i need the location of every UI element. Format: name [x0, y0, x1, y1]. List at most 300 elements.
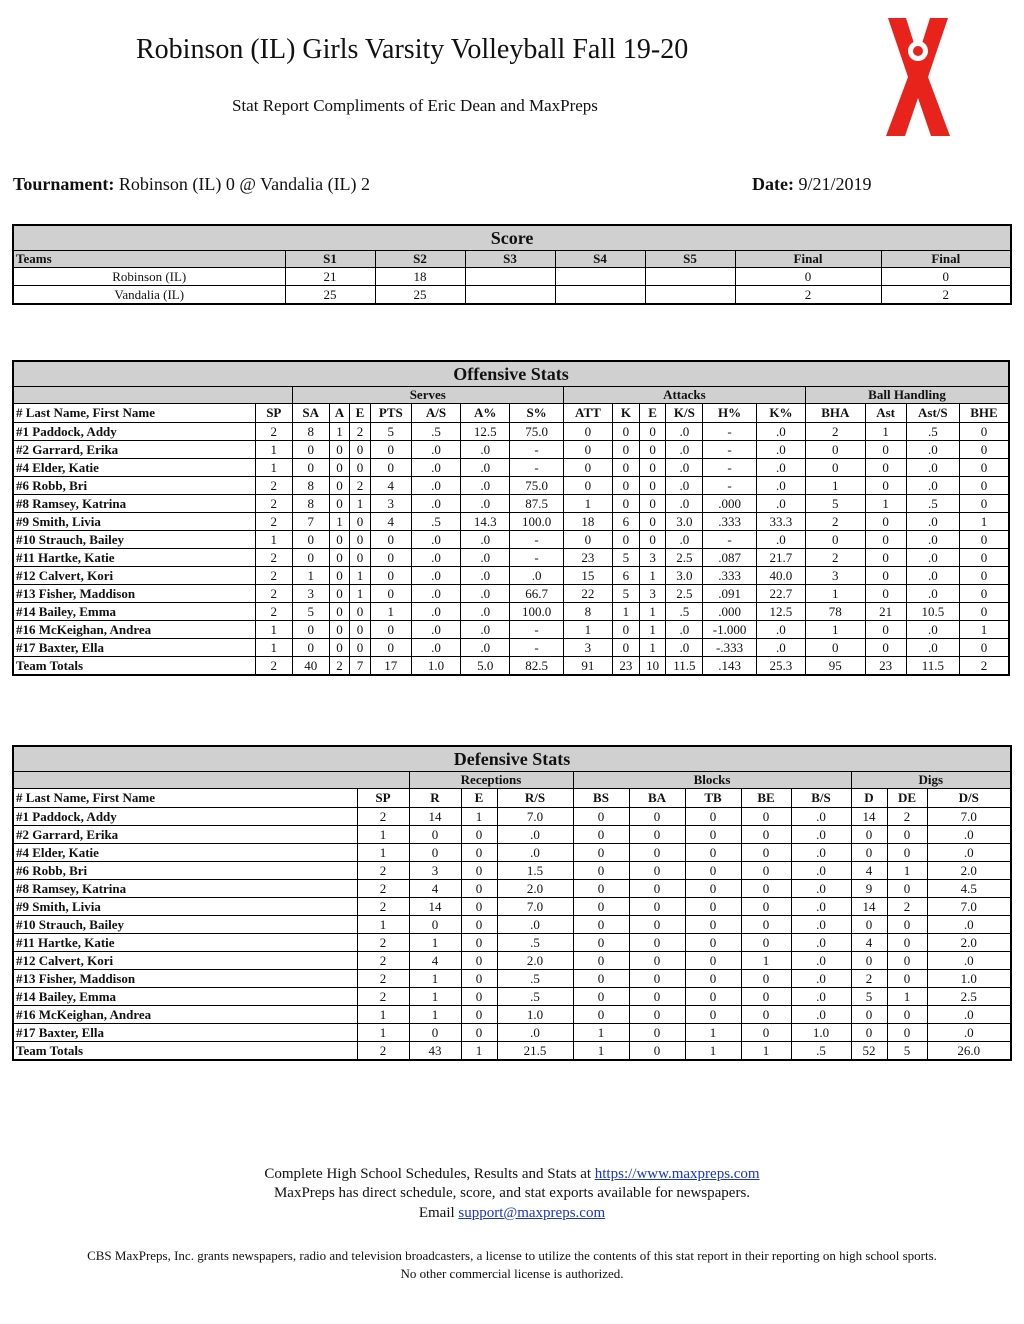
player-row — [13, 513, 1009, 531]
stat-cell: 75.0 — [510, 477, 563, 495]
stat-cell: 0 — [409, 916, 461, 934]
stat-cell: 0 — [573, 826, 629, 844]
stat-cell: 2 — [255, 549, 292, 567]
maxpreps-link[interactable]: https://www.maxpreps.com — [594, 1166, 760, 1182]
stat-cell: 5 — [851, 988, 887, 1006]
stat-cell: .000 — [703, 495, 756, 513]
stat-cell: 0 — [329, 531, 350, 549]
stat-cell: -1.000 — [703, 621, 756, 639]
stat-cell: 0 — [563, 531, 612, 549]
stat-cell: 0 — [461, 970, 497, 988]
tournament-label: Tournament: — [13, 174, 115, 194]
stat-cell: .0 — [497, 826, 573, 844]
player-name: #11 Hartke, Katie — [13, 549, 255, 567]
stat-cell: 0 — [887, 826, 927, 844]
stat-cell: 0 — [563, 459, 612, 477]
player-row — [13, 988, 1011, 1006]
stat-cell: 0 — [865, 477, 906, 495]
stat-cell: 0 — [741, 826, 791, 844]
stat-cell: 4 — [409, 880, 461, 898]
score-title: Score — [13, 225, 1011, 251]
stat-cell: 0 — [685, 844, 741, 862]
stat-cell: 0 — [806, 459, 866, 477]
stat-cell: .0 — [791, 898, 851, 916]
stat-cell: 0 — [573, 970, 629, 988]
total-cell: 21.5 — [497, 1042, 573, 1061]
stat-cell: 1 — [887, 988, 927, 1006]
total-cell: 17 — [370, 657, 411, 676]
stat-cell: 2 — [255, 567, 292, 585]
player-name: #12 Calvert, Kori — [13, 567, 255, 585]
stat-cell: 0 — [865, 585, 906, 603]
stat-cell: .0 — [461, 603, 510, 621]
offense-title: Offensive Stats — [13, 361, 1009, 387]
stat-cell: 0 — [851, 844, 887, 862]
stat-cell: 0 — [960, 603, 1009, 621]
stat-cell: .5 — [666, 603, 703, 621]
support-email-link[interactable]: support@maxpreps.com — [458, 1205, 606, 1221]
stat-cell: 4 — [370, 477, 411, 495]
stat-cell: 0 — [461, 898, 497, 916]
footer-email-line — [0, 1205, 1024, 1222]
stat-cell: 2 — [255, 423, 292, 441]
score-cell — [645, 286, 735, 305]
stat-cell: 0 — [685, 952, 741, 970]
stat-cell: 2 — [851, 970, 887, 988]
stat-cell: .0 — [927, 1006, 1011, 1024]
stat-cell: 0 — [960, 567, 1009, 585]
player-row — [13, 423, 1009, 441]
digs-group: Digs — [851, 772, 1011, 789]
player-row — [13, 934, 1011, 952]
stat-cell: 0 — [887, 844, 927, 862]
stat-cell: - — [510, 531, 563, 549]
stat-cell: .0 — [756, 423, 805, 441]
stat-cell: 0 — [851, 1024, 887, 1042]
offense-header-att: ATT — [563, 404, 612, 423]
stat-cell: 4 — [370, 513, 411, 531]
stat-cell: 0 — [887, 934, 927, 952]
total-cell: 82.5 — [510, 657, 563, 676]
stat-cell: 0 — [370, 531, 411, 549]
stat-cell: - — [510, 549, 563, 567]
player-name: #17 Baxter, Ella — [13, 639, 255, 657]
stat-cell: 2.0 — [497, 880, 573, 898]
stat-cell: 2.0 — [497, 952, 573, 970]
stat-cell: .0 — [461, 459, 510, 477]
stat-cell: .0 — [666, 423, 703, 441]
stat-cell: 0 — [887, 916, 927, 934]
player-name: #12 Calvert, Kori — [13, 952, 357, 970]
stat-cell: 1 — [806, 621, 866, 639]
stat-cell: 2.0 — [927, 862, 1011, 880]
defense-title: Defensive Stats — [13, 746, 1011, 772]
stat-cell: 0 — [329, 477, 350, 495]
stat-cell: 2 — [887, 898, 927, 916]
stat-cell: 1 — [350, 567, 371, 585]
score-cell — [645, 268, 735, 286]
stat-cell: 1 — [329, 423, 350, 441]
stat-cell: 1 — [639, 639, 666, 657]
stat-cell: 0 — [409, 826, 461, 844]
stat-cell: 0 — [629, 970, 685, 988]
date-line — [752, 174, 872, 195]
stat-cell: 1 — [357, 1024, 409, 1042]
stat-cell: .333 — [703, 513, 756, 531]
player-row — [13, 585, 1009, 603]
total-cell: 2 — [357, 1042, 409, 1061]
totals-label: Team Totals — [13, 1042, 357, 1061]
stat-cell: 0 — [629, 898, 685, 916]
stat-cell: 1 — [639, 567, 666, 585]
stat-cell: 0 — [685, 970, 741, 988]
stat-cell: 0 — [960, 585, 1009, 603]
stat-cell: 23 — [563, 549, 612, 567]
stat-cell: 0 — [292, 531, 329, 549]
player-name: #13 Fisher, Maddison — [13, 970, 357, 988]
stat-cell: .0 — [666, 441, 703, 459]
player-name: #17 Baxter, Ella — [13, 1024, 357, 1042]
stat-cell: 0 — [960, 477, 1009, 495]
stat-cell: -.333 — [703, 639, 756, 657]
stat-cell: 0 — [329, 603, 350, 621]
stat-cell: 2 — [357, 934, 409, 952]
offense-header-bhe: BHE — [960, 404, 1009, 423]
stat-cell: 0 — [370, 459, 411, 477]
stat-cell: 40.0 — [756, 567, 805, 585]
stat-cell: .0 — [411, 621, 460, 639]
stat-cell: .0 — [461, 639, 510, 657]
stat-cell: 0 — [329, 549, 350, 567]
stat-cell: 0 — [685, 862, 741, 880]
stat-cell: 2 — [806, 513, 866, 531]
stat-cell: .0 — [927, 952, 1011, 970]
player-name: #10 Strauch, Bailey — [13, 916, 357, 934]
player-row — [13, 567, 1009, 585]
stat-cell: 21 — [865, 603, 906, 621]
player-row — [13, 603, 1009, 621]
offense-header-e: E — [350, 404, 371, 423]
stat-cell: 5 — [613, 585, 640, 603]
stat-cell: 2 — [357, 952, 409, 970]
stat-cell: 0 — [685, 898, 741, 916]
defense-header-be: BE — [741, 789, 791, 808]
stat-cell: 0 — [629, 1006, 685, 1024]
stat-cell: 0 — [741, 808, 791, 826]
stat-cell: .0 — [497, 916, 573, 934]
player-name: #2 Garrard, Erika — [13, 441, 255, 459]
total-cell: 25.3 — [756, 657, 805, 676]
stat-cell: 33.3 — [756, 513, 805, 531]
total-cell: 11.5 — [666, 657, 703, 676]
stat-cell: 2.0 — [927, 934, 1011, 952]
stat-cell: 1 — [613, 603, 640, 621]
stat-cell: 1 — [350, 495, 371, 513]
stat-cell: 0 — [613, 441, 640, 459]
stat-cell: .0 — [927, 916, 1011, 934]
stat-cell: 4 — [851, 934, 887, 952]
stat-cell: .0 — [906, 441, 959, 459]
player-row — [13, 916, 1011, 934]
stat-cell: .0 — [411, 531, 460, 549]
stat-cell: 0 — [613, 477, 640, 495]
stat-cell: 0 — [960, 549, 1009, 567]
stat-cell: 1.0 — [927, 970, 1011, 988]
score-header-s5: S5 — [645, 251, 735, 268]
footer-exports-line: MaxPreps has direct schedule, score, and stat exports available for newspapers. — [273, 1185, 751, 1201]
stat-cell: 0 — [350, 459, 371, 477]
stat-cell: 8 — [292, 423, 329, 441]
stat-cell: 12.5 — [461, 423, 510, 441]
stat-cell: 0 — [613, 423, 640, 441]
stat-cell: 0 — [292, 459, 329, 477]
player-row — [13, 970, 1011, 988]
stat-cell: 1 — [639, 621, 666, 639]
stat-cell: 0 — [887, 970, 927, 988]
stat-cell: 0 — [461, 862, 497, 880]
stat-cell: 10.5 — [906, 603, 959, 621]
stat-cell: .0 — [411, 495, 460, 513]
stat-cell: - — [703, 441, 756, 459]
stat-cell: 0 — [887, 880, 927, 898]
stat-cell: .0 — [791, 880, 851, 898]
stat-cell: .0 — [791, 808, 851, 826]
stat-cell: 1.0 — [791, 1024, 851, 1042]
stat-cell: 0 — [960, 459, 1009, 477]
team-name: Vandalia (IL) — [13, 286, 285, 305]
stat-cell: 0 — [806, 441, 866, 459]
stat-cell: 0 — [639, 477, 666, 495]
offense-header-k: K — [613, 404, 640, 423]
stat-cell: .0 — [791, 988, 851, 1006]
stat-cell: 0 — [461, 934, 497, 952]
attacks-group: Attacks — [563, 387, 805, 404]
stat-cell: - — [510, 459, 563, 477]
stat-cell: 0 — [461, 844, 497, 862]
player-row — [13, 477, 1009, 495]
offense-header-s: S% — [510, 404, 563, 423]
stat-cell: .0 — [510, 567, 563, 585]
stat-cell: 0 — [865, 513, 906, 531]
stat-cell: .5 — [411, 423, 460, 441]
stat-cell: 0 — [329, 585, 350, 603]
blocks-group: Blocks — [573, 772, 851, 789]
score-cell: 25 — [285, 286, 375, 305]
stat-cell: .0 — [756, 639, 805, 657]
stat-cell: 14 — [409, 898, 461, 916]
stat-cell: 1.5 — [497, 862, 573, 880]
stat-cell: 0 — [639, 441, 666, 459]
stat-cell: .0 — [906, 531, 959, 549]
stat-cell: .0 — [411, 441, 460, 459]
stat-cell: .0 — [461, 477, 510, 495]
stat-cell: .333 — [703, 567, 756, 585]
stat-cell: 1 — [255, 441, 292, 459]
score-cell — [465, 268, 555, 286]
player-name: #4 Elder, Katie — [13, 459, 255, 477]
stat-cell: 7.0 — [927, 898, 1011, 916]
stat-cell: 0 — [629, 916, 685, 934]
player-name: #16 McKeighan, Andrea — [13, 1006, 357, 1024]
player-row — [13, 952, 1011, 970]
score-header-s4: S4 — [555, 251, 645, 268]
stat-cell: .0 — [461, 567, 510, 585]
stat-cell: 0 — [563, 477, 612, 495]
offense-header-ast-s: Ast/S — [906, 404, 959, 423]
score-cell — [555, 268, 645, 286]
stat-cell: 6 — [613, 513, 640, 531]
stat-cell: 2 — [255, 603, 292, 621]
stat-cell: 1 — [563, 621, 612, 639]
total-cell: .143 — [703, 657, 756, 676]
stat-cell: .0 — [791, 862, 851, 880]
stat-cell: 0 — [887, 1024, 927, 1042]
stat-cell: 2 — [255, 513, 292, 531]
total-cell: 95 — [806, 657, 866, 676]
stat-cell: - — [510, 441, 563, 459]
total-cell: 1.0 — [411, 657, 460, 676]
date-label: Date: — [752, 174, 794, 194]
stat-cell: 2 — [357, 970, 409, 988]
stat-cell: 0 — [370, 639, 411, 657]
player-row — [13, 459, 1009, 477]
stat-cell: 4.5 — [927, 880, 1011, 898]
stat-cell: .0 — [411, 549, 460, 567]
stat-cell: 0 — [573, 862, 629, 880]
stat-cell: .5 — [497, 970, 573, 988]
stat-cell: 1 — [685, 1024, 741, 1042]
stat-cell: 1 — [865, 495, 906, 513]
stat-cell: 0 — [887, 952, 927, 970]
stat-cell: .0 — [791, 844, 851, 862]
stat-cell: .0 — [906, 621, 959, 639]
license-notice: CBS MaxPreps, Inc. grants newspapers, radio and television broadcasters, a license to utilize the contents of this stat report in their reporting on high school sports. — [87, 1248, 937, 1263]
stat-cell: 1 — [255, 531, 292, 549]
total-cell: 23 — [613, 657, 640, 676]
defense-header-tb: TB — [685, 789, 741, 808]
player-name: #10 Strauch, Bailey — [13, 531, 255, 549]
serves-group: Serves — [292, 387, 563, 404]
stat-cell: 0 — [639, 513, 666, 531]
stat-cell: 0 — [639, 495, 666, 513]
stat-cell: .0 — [756, 621, 805, 639]
stat-cell: 7.0 — [497, 898, 573, 916]
score-header-teams: Teams — [13, 251, 285, 268]
total-cell: 23 — [865, 657, 906, 676]
total-cell: 26.0 — [927, 1042, 1011, 1061]
stat-cell: 66.7 — [510, 585, 563, 603]
stat-cell: 0 — [573, 934, 629, 952]
stat-cell: 2 — [350, 477, 371, 495]
stat-cell: 6 — [613, 567, 640, 585]
stat-cell: 3 — [639, 585, 666, 603]
school-logo-icon — [884, 18, 952, 136]
tournament-value: Robinson (IL) 0 @ Vandalia (IL) 2 — [114, 174, 371, 194]
stat-cell: .091 — [703, 585, 756, 603]
stat-cell: 0 — [865, 567, 906, 585]
stat-cell: 4 — [851, 862, 887, 880]
stat-cell: 0 — [806, 639, 866, 657]
score-cell: 21 — [285, 268, 375, 286]
player-row — [13, 1024, 1011, 1042]
stat-cell: 2 — [806, 549, 866, 567]
stat-cell: 0 — [887, 1006, 927, 1024]
stat-cell: .5 — [906, 495, 959, 513]
stat-cell: 1 — [960, 621, 1009, 639]
stat-cell: .0 — [906, 585, 959, 603]
stat-cell: 3 — [806, 567, 866, 585]
stat-cell: 0 — [573, 952, 629, 970]
player-name: #8 Ramsey, Katrina — [13, 495, 255, 513]
stat-cell: .0 — [666, 459, 703, 477]
stat-cell: 0 — [563, 441, 612, 459]
stat-cell: .0 — [927, 1024, 1011, 1042]
stat-cell: 2.5 — [927, 988, 1011, 1006]
stat-cell: 5 — [806, 495, 866, 513]
defense-header-e: E — [461, 789, 497, 808]
stat-cell: .0 — [411, 477, 460, 495]
report-title: Robinson (IL) Girls Varsity Volleyball Fall 19-20 — [136, 34, 689, 65]
stat-cell: .0 — [411, 585, 460, 603]
total-cell: 40 — [292, 657, 329, 676]
stat-cell: .0 — [906, 459, 959, 477]
stat-cell: 0 — [960, 423, 1009, 441]
score-cell: 0 — [881, 268, 1011, 286]
stat-cell: 0 — [639, 531, 666, 549]
stat-cell: 0 — [741, 970, 791, 988]
stat-cell: 5 — [292, 603, 329, 621]
stat-cell: 1 — [639, 603, 666, 621]
stat-cell: 0 — [350, 621, 371, 639]
stat-cell: 3.0 — [666, 513, 703, 531]
stat-cell: .0 — [791, 970, 851, 988]
stat-cell: 0 — [851, 826, 887, 844]
stat-cell: .0 — [461, 495, 510, 513]
offense-group-blank — [13, 387, 292, 404]
player-row — [13, 808, 1011, 826]
stat-cell: 87.5 — [510, 495, 563, 513]
player-name: #9 Smith, Livia — [13, 513, 255, 531]
stat-cell: .5 — [906, 423, 959, 441]
footer-line1-text: Complete High School Schedules, Results and Stats at — [264, 1166, 595, 1182]
stat-cell: 1 — [357, 1006, 409, 1024]
stat-cell: 18 — [563, 513, 612, 531]
stat-cell: .0 — [461, 531, 510, 549]
stat-cell: .0 — [756, 441, 805, 459]
stat-cell: 1 — [370, 603, 411, 621]
stat-cell: 0 — [865, 639, 906, 657]
stat-cell: 0 — [350, 531, 371, 549]
stat-cell: .0 — [666, 621, 703, 639]
stat-cell: 0 — [292, 639, 329, 657]
stat-cell: 8 — [292, 477, 329, 495]
ball-handling-group: Ball Handling — [806, 387, 1009, 404]
player-row — [13, 639, 1009, 657]
stat-cell: .0 — [906, 549, 959, 567]
stat-cell: 0 — [292, 441, 329, 459]
stat-cell: 0 — [573, 916, 629, 934]
stat-cell: .0 — [411, 603, 460, 621]
stat-cell: 2 — [357, 988, 409, 1006]
total-cell: 0 — [629, 1042, 685, 1061]
offense-header-k: K% — [756, 404, 805, 423]
stat-cell: 2 — [357, 898, 409, 916]
stat-cell: .0 — [411, 639, 460, 657]
total-cell: .5 — [791, 1042, 851, 1061]
player-row — [13, 1006, 1011, 1024]
stat-cell: 0 — [329, 459, 350, 477]
stat-cell: - — [510, 621, 563, 639]
